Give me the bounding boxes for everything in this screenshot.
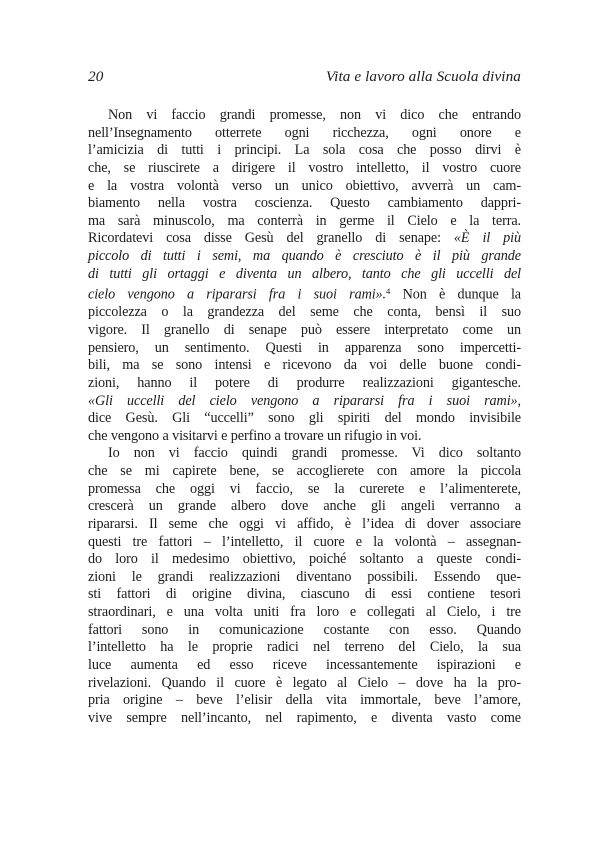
text-run: biamento nella vostra coscienza. Questo cambiamento dappri- [88, 195, 521, 212]
text-line [88, 248, 521, 266]
text-line [88, 213, 521, 231]
text-run: che se mi capirete bene, se accoglierete con amore la piccola [88, 463, 521, 479]
text-line [88, 195, 521, 213]
text-run: e la vostra volontà verso un unico obiettivo, avverrà un cam- [88, 177, 521, 194]
page-header [88, 68, 521, 86]
text-run: pria origine – beve l’elisir della vita immortale, beve l’amore, [88, 692, 521, 709]
text-line [88, 410, 521, 428]
text-line [88, 534, 521, 552]
text-run: «È il più [453, 230, 521, 247]
text-run: vigore. Il granello di senape può essere interpretato come un [88, 322, 521, 338]
text-run: che, se riuscirete a dirigere il vostro intelletto, il vostro cuore [88, 159, 521, 176]
text-run: zioni, hanno il potere di produrre realizzazioni gigantesche. [88, 374, 521, 391]
text-line [88, 125, 521, 143]
text-run: dice Gesù. Gli “uccelli” sono gli spiriti del mondo invisibile [88, 410, 521, 427]
text-line [88, 283, 521, 304]
text-run: l’amicizia di tutti i principi. La sola cosa che posso dirvi è [88, 142, 521, 159]
text-run: di tutti gli ortaggi e diventa un albero, tanto che gli uccelli del [88, 265, 521, 282]
text-run: vive sempre nell’incanto, nel rapimento, e diventa vasto come [88, 709, 521, 726]
text-line [88, 481, 521, 499]
text-run: piccolo di tutti i semi, ma quando è cresciuto è il più grande [88, 248, 521, 264]
text-line [88, 445, 521, 463]
text-line [88, 551, 521, 569]
text-line [88, 657, 521, 675]
text-line [88, 322, 521, 340]
text-run: Ricordatevi cosa disse Gesù del granello di senape: [88, 230, 454, 247]
text-run: sti fattori di origine divina, ciascuno di essi contiene tesori [88, 586, 521, 603]
running-title: Vita e lavoro alla Scuola divina [325, 68, 521, 85]
text-run: l’intelletto ha le proprie radici nel terreno del Cielo, la sua [88, 639, 521, 656]
text-line [88, 569, 521, 587]
text-run: pensiero, un sentimento. Questi in apparenza sono impercetti- [88, 339, 521, 356]
text-run: bili, ma se sono intensi e ricevono da voi delle buone condi- [88, 357, 521, 374]
text-line [88, 107, 521, 125]
text-run: promessa che oggi vi faccio, se la curerete e l’alimenterete, [88, 480, 521, 497]
text-run: fattori sono in comunicazione costante con esso. Quando [88, 621, 521, 638]
text-line [88, 463, 521, 481]
text-run: luce aumenta ed esso riceve incessantemente ispirazioni e [88, 656, 521, 673]
text-line [88, 393, 521, 411]
text-line [88, 675, 521, 693]
text-run: do loro il medesimo obiettivo, poiché soltanto a queste condi- [88, 551, 521, 568]
text-line [88, 357, 521, 375]
text-run: , [517, 392, 521, 409]
text-run: rivelazioni. Quando il cuore è legato al Cielo – dove ha la pro- [88, 674, 521, 691]
text-line [88, 428, 521, 446]
text-run: «Gli uccelli del cielo vengono a ripararsi fra i suoi rami» [88, 392, 518, 409]
text-run: straordinari, e una volta uniti fra loro e collegati al Cielo, i tre [88, 604, 521, 620]
text-line [88, 266, 521, 284]
text-line [88, 230, 521, 248]
text-line [88, 498, 521, 516]
text-line [88, 586, 521, 604]
text-run: Io non vi faccio quindi grandi promesse. Vi dico soltanto [108, 445, 521, 462]
text-run: che vengono a visitarvi e perfino a trovare un rifugio in voi. [88, 427, 422, 444]
text-line [88, 604, 521, 622]
text-run: crescerà un grande albero dove anche gli angeli verranno a [88, 498, 521, 515]
text-run: cielo vengono a ripararsi fra i suoi rami». [88, 286, 386, 303]
text-run: piccolezza o la grandezza del seme che conta, bensì il suo [88, 304, 521, 321]
text-line [88, 142, 521, 160]
text-line [88, 710, 521, 728]
text-line [88, 622, 521, 640]
text-run: zioni le grandi realizzazioni diventano possibili. Essendo que- [88, 568, 521, 585]
text-run: Non è dunque la [390, 286, 521, 303]
text-line [88, 692, 521, 710]
text-run: questi tre fattori – l’intelletto, il cuore e la volontà – assegnan- [88, 533, 521, 550]
footnote-marker: 4 [386, 286, 391, 297]
page-body [88, 107, 521, 727]
page-number: 20 [88, 68, 104, 85]
text-line [88, 340, 521, 358]
text-run: Non vi faccio grandi promesse, non vi dico che entrando [108, 107, 521, 123]
text-run: ripararsi. Il seme che oggi vi affido, è l’idea di dover associare [88, 515, 521, 532]
text-line [88, 639, 521, 657]
text-line [88, 375, 521, 393]
text-line [88, 178, 521, 196]
text-run: nell’Insegnamento otterrete ogni ricchezza, ogni onore e [88, 124, 521, 141]
text-line [88, 160, 521, 178]
text-line [88, 516, 521, 534]
text-line [88, 304, 521, 322]
text-run: ma sarà minuscolo, ma conterrà in germe il Cielo e la terra. [88, 212, 521, 229]
